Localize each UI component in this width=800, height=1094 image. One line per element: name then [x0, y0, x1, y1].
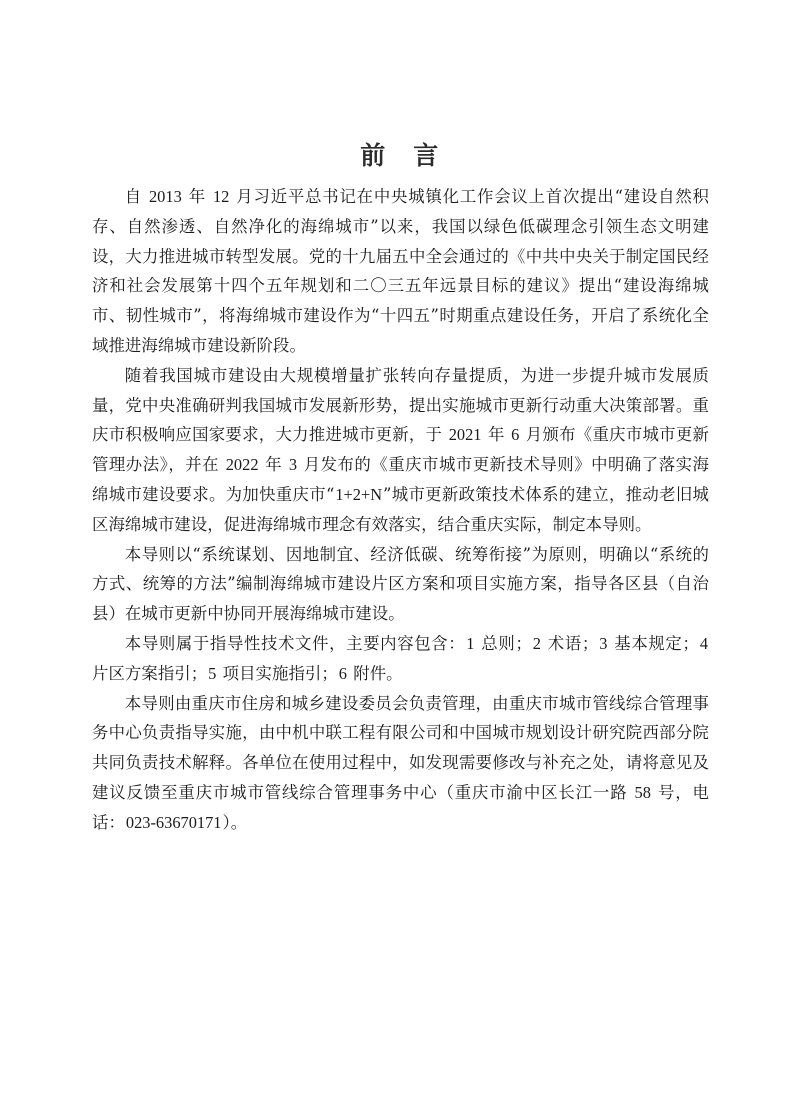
inline-latin-run: 4 [699, 633, 709, 653]
paragraph-4: 本导则属于指导性技术文件，主要内容包含：1 总则；2 术语；3 基本规定；4 片区方案指引；5 项目实施指引；6 附件。 [92, 633, 709, 683]
inline-latin-run: 3 [599, 633, 608, 653]
inline-latin-run: 3 [288, 455, 298, 475]
page-title: 前 言 [360, 140, 440, 170]
inline-latin-run: 58 [634, 782, 651, 802]
inline-latin-run: 6 [338, 663, 347, 683]
inline-latin-run: 2021 [448, 425, 482, 445]
inline-latin-run: 2022 [225, 455, 259, 475]
inline-latin-run: 023-63670171 [125, 812, 222, 832]
paragraph-3: 本导则以“系统谋划、因地制宜、经济低碳、统筹衔接”为原则，明确以“系统的方式、统筹的方法”编制海绵城市建设片区方案和项目实施方案，指导各区县（自治县）在城市更新中协同开展海绵城市建设。 [92, 544, 709, 624]
inline-latin-run: 1 [466, 633, 475, 653]
paragraph-1: 自 2013 年 12 月习近平总书记在中央城镇化工作会议上首次提出“建设自然积存、自然渗透、自然净化的海绵城市”以来，我国以绿色低碳理念引领生态文明建设，大力推进城市转型发展。党的十九届五中全会通过的《中共中央关于制定国民经济和社会发展第十四个五年规划和二〇三五年远景目标的建议》提出“建设海绵城市、韧性城市”，将海绵城市建设作为“十四五”时期重点建设任务，开启了系统化全域推进海绵城市建设新阶段。 [92, 187, 710, 355]
inline-latin-run: 2013 [148, 187, 182, 206]
paragraph-2: 随着我国城市建设由大规模增量扩张转向存量提质，为进一步提升城市发展质量，党中央准确研判我国城市发展新形势，提出实施城市更新行动重大决策部署。重庆市积极响应国家要求，大力推进城市更新，于 2021 年 6 月颁布《重庆市城市更新管理办法》，并在 2022 年 3 月发布的《重庆市城市更新技术导则》中明确了落实海绵城市建设要求。为加快重庆市“1+2+N”城市更新政策技术体系的建立，推动老旧城区海绵城市建设，促进海绵城市理念有效落实，结合重庆实际，制定本导则。 [92, 365, 709, 534]
inline-latin-run: 6 [511, 425, 520, 445]
inline-latin-run: 12 [212, 187, 230, 206]
inline-latin-run: 1+2+N [335, 484, 383, 504]
inline-latin-run: 5 [208, 663, 217, 683]
document-body [92, 182, 709, 838]
paragraph-5: 本导则由重庆市住房和城乡建设委员会负责管理，由重庆市城市管线综合管理事务中心负责指导实施，由中机中联工程有限公司和中国城市规划设计研究院西部分院共同负责技术解释。各单位在使用过程中，如发现需要修改与补充之处，请将意见及建议反馈至重庆市城市管线综合管理事务中心（重庆市渝中区长江一路 58 号，电话：023-63670171）。 [92, 693, 709, 832]
inline-latin-run: 2 [532, 633, 541, 653]
